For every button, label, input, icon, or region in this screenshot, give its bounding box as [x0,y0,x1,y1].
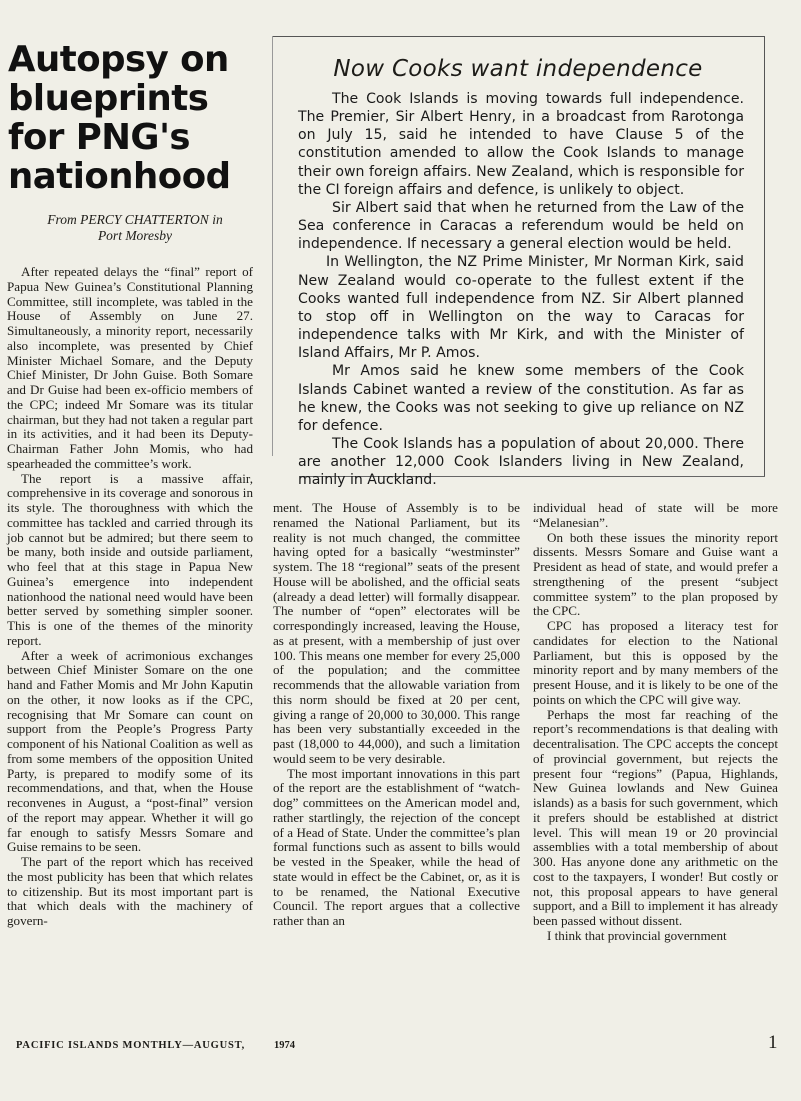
footer-year: 1974 [274,1040,295,1051]
article-paragraph: After repeated delays the “final” report of Papua New Guinea’s Constitutional Planning Committee, still incomplete, was tabled in the House of Assembly on June 27. Simultaneously, a minority report, necessarily also incomplete, was presented by Chief Minister Michael Somare, and the Deputy Chief Minister, Dr John Guise. Both Somare and Dr Guise had been ex-officio members of the CPC; indeed Mr Somare was its titular chairman, but they had not taken a regular part in its activities, and it had been its Deputy-Chairman Father John Momis, who had spearheaded the committee’s work. [7,264,253,471]
box-border-right [764,36,765,476]
article-paragraph: The part of the report which has received the most publicity has been that which relates to citizenship. But its most important part is that which deals with the machinery of govern- [7,854,253,928]
boxed-story-body [298,90,744,489]
boxed-paragraph: The Cook Islands has a population of about 20,000. There are another 12,000 Cook Islanders living in New Zealand, mainly in Auckland. [298,435,744,489]
boxed-story-title: Now Cooks want independence [333,56,703,82]
box-border-left [272,36,273,456]
article-paragraph: On both these issues the minority report dissents. Messrs Somare and Guise want a President as head of state, and would prefer a strengthening of the present “subject committee system” to the plan proposed by the CPC. [533,529,778,619]
article-paragraph: The report is a massive affair, comprehensive in its coverage and sonorous in its style. The thoroughness with which the committee has tackled and carried through its job cannot but be admired; but there seem to be many, both inside and outside parliament, who feel that at this stage in Papua New Guinea’s emergence into independent nationhood the national need would have been better served by something simpler sooner. This is one of the themes of the minority report. [7,470,253,648]
byline-place: Port Moresby [97,228,173,243]
byline [16,212,254,244]
article-paragraph: The most important innovations in this part of the report are the establishment of “watch-dog” committees on the American model and, rather startlingly, the rejection of the concept of a Head of State. Under the committee’s plan formal functions such as assent to bills would be vested in the Speaker, while the head of state would in effect be the Cabinet, or, as it is to be renamed, the National Executive Council. The report argues that a collective rather than an [273,765,520,928]
article-paragraph-continued: individual head of state will be more “Melanesian”. [533,500,778,530]
article-column-2 [273,501,520,929]
footer-publication: PACIFIC ISLANDS MONTHLY—AUGUST, [16,1040,246,1051]
article-paragraph: After a week of acrimonious exchanges between Chief Minister Somare on the one hand and Father Momis and Mr John Kaputin on the other, it now looks as if the CPC, recognising that Mr Somare can count on support from the People’s Progress Party component of his National Coalition as well as from some members of the opposition United Party, is prepared to modify some of its recommendations, and that, when the House reconvenes in August, a “post-final” version of the report may appear. Whether it will go far enough to satisfy Messrs Somare and Guise remains to be seen. [7,647,253,855]
page-number: 1 [768,1032,778,1053]
box-border-top [272,36,764,37]
boxed-paragraph: The Cook Islands is moving towards full independence. The Premier, Sir Albert Henry, in a broadcast from Rarotonga on July 15, said he intended to have Clause 5 of the constitution amended to allow the Cook Islands to manage their own foreign affairs. New Zealand, which is responsible for the CI foreign affairs and defence, is unlikely to object. [298,91,744,198]
article-column-3 [533,501,778,944]
article-paragraph-continued: ment. The House of Assembly is to be renamed the National Parliament, but its reality is not much changed, the committee having opted for a basically “westminster” system. The 18 “regional” seats of the present House will be abolished, and the official seats (already a dead letter) will formally disappear. The number of “open” electorates will be correspondingly increased, leaving the House, as at present, with a membership of just over 100. This means one member for every 25,000 of the population; and the committee recommends that the allowable variation from this norm should be fixed at 20 per cent, giving a range of 20,000 to 30,000. This range has been very substantially exceeded in the past (18,000 to 44,000), and such a limitation would seem to be very desirable. [273,500,520,766]
byline-from: From [47,212,77,227]
byline-in: in [212,212,223,227]
article-column-1 [7,265,253,929]
boxed-paragraph: Sir Albert said that when he returned from the Law of the Sea conference in Caracas a referendum would be held on independence. If necessary a general election would be held. [298,199,744,253]
byline-author: PERCY CHATTERTON [80,212,209,227]
article-headline: Autopsy on blueprints for PNG's nationhood [8,39,231,197]
article-paragraph: Perhaps the most far reaching of the report’s recommendations is that dealing with decentralisation. The CPC accepts the concept of provincial government, but rejects the present four “regions” (Papua, Highlands, New Guinea lowlands and New Guinea islands) as a basis for such government, which it prefers should be established at district level. This will mean 19 or 20 provincial assemblies with a total membership of about 300. Has anyone done any arithmetic on the cost to the taxpayers, I wonder! But costly or not, this proposal appears to have general support, and a Bill to implement it has already been passed without dissent. [533,706,778,928]
boxed-paragraph: Mr Amos said he knew some members of the Cook Islands Cabinet wanted a review of the constitution. As far as he knew, the Cooks was not seeking to give up reliance on NZ for defence. [298,363,744,434]
article-paragraph: I think that provincial government [547,927,727,943]
article-paragraph: CPC has proposed a literacy test for candidates for election to the National Parliament, but this is opposed by the minority report and by many members of the present House, and it is likely to be one of the points on which the CPC will give way. [533,618,778,707]
boxed-paragraph: In Wellington, the NZ Prime Minister, Mr Norman Kirk, said New Zealand would co-operate to the fullest extent if the Cooks wanted full independence from NZ. Sir Albert planned to stop off in Wellington on the way to Caracas for independence talks with Mr Kirk, and with the Minister of Island Affairs, Mr P. Amos. [298,254,744,362]
